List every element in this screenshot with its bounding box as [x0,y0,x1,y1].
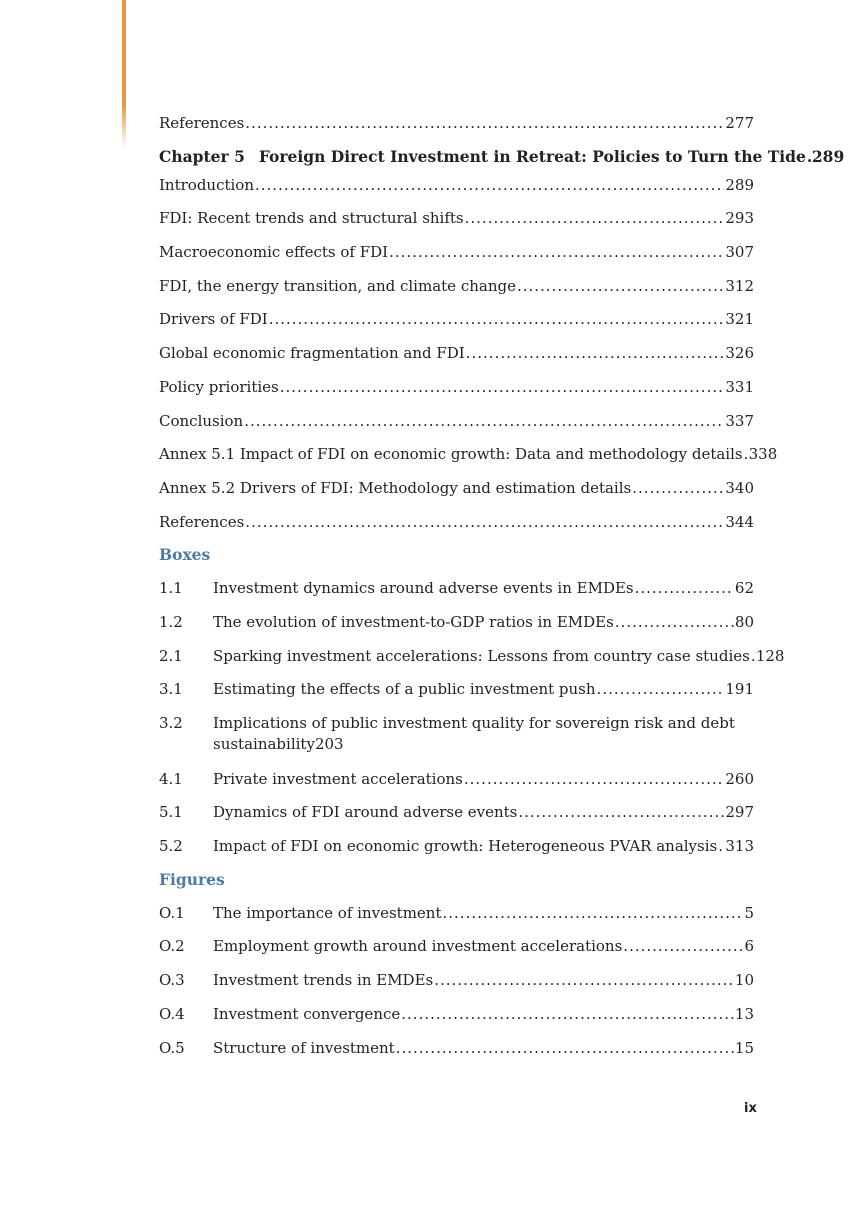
dot-leader [245,113,724,133]
box-entry[interactable]: 4.1 Private investment accelerations ..... 260 [159,769,754,789]
figures-heading: Figures [159,869,225,889]
box-entry[interactable]: 2.1 Sparking investment accelerations: Lessons from country case studies ..... 128 [159,646,754,666]
dot-leader [255,175,724,195]
dot-leader [623,936,743,956]
toc-entry[interactable]: Annex 5.1 Impact of FDI on economic growth: Data and methodology details ..... 338 [159,444,754,464]
table-of-contents [159,113,845,1071]
boxes-heading: Boxes [159,545,211,565]
figure-entry[interactable]: O.1 The importance of investment ..... 5 [159,903,754,923]
toc-entry[interactable]: Conclusion ..... 337 [159,411,754,431]
dot-leader [615,612,734,632]
toc-entry[interactable]: Macroeconomic effects of FDI ..... 307 [159,242,754,262]
dot-leader [744,444,748,464]
dot-leader [751,646,755,666]
box-entry[interactable]: 3.2 Implications of public investment quality for sovereign risk and debt sustainability 203 [159,714,735,753]
dot-leader [280,377,725,397]
accent-bar [122,0,126,148]
dot-leader [396,1038,734,1058]
dot-leader [597,679,725,699]
box-entry[interactable]: 5.2 Impact of FDI on economic growth: Heterogeneous PVAR analysis ..... 313 [159,836,754,856]
dot-leader [244,411,724,431]
dot-leader [635,578,734,598]
dot-leader [466,343,725,363]
toc-entry[interactable]: Drivers of FDI ..... 321 [159,309,754,329]
dot-leader [389,242,724,262]
dot-leader [465,208,725,228]
toc-entry[interactable]: References ..... 344 [159,512,754,532]
box-entry[interactable]: 3.1 Estimating the effects of a public investment push ..... 191 [159,679,754,699]
box-entry[interactable]: 1.2 The evolution of investment-to-GDP ratios in EMDEs ..... 80 [159,612,754,632]
dot-leader [807,147,811,167]
toc-entry[interactable]: FDI: Recent trends and structural shifts ..... 293 [159,208,754,228]
figure-entry[interactable]: O.4 Investment convergence ..... 13 [159,1004,754,1024]
box-entry[interactable]: 5.1 Dynamics of FDI around adverse events ..... 297 [159,802,754,822]
dot-leader [517,276,724,296]
dot-leader [718,836,724,856]
figure-entry[interactable]: O.3 Investment trends in EMDEs ..... 10 [159,970,754,990]
toc-entry[interactable]: Annex 5.2 Drivers of FDI: Methodology and estimation details ..... 340 [159,478,754,498]
dot-leader [632,478,724,498]
toc-entry[interactable]: Introduction ..... 289 [159,175,754,195]
dot-leader [245,512,724,532]
figure-entry[interactable]: O.5 Structure of investment ..... 15 [159,1038,754,1058]
dot-leader [434,970,734,990]
dot-leader [401,1004,734,1024]
dot-leader [269,309,725,329]
page-number: ix [744,1101,757,1116]
dot-leader [464,769,724,789]
toc-entry-references-ch4[interactable]: References ..... 277 [159,113,754,133]
chapter-heading[interactable]: Chapter 5 Foreign Direct Investment in Retreat: Policies to Turn the Tide ..... 289 [159,147,754,167]
dot-leader [518,802,724,822]
toc-entry[interactable]: Global economic fragmentation and FDI ..... 326 [159,343,754,363]
dot-leader [443,903,744,923]
toc-entry[interactable]: FDI, the energy transition, and climate change ..... 312 [159,276,754,296]
toc-entry[interactable]: Policy priorities ..... 331 [159,377,754,397]
box-entry[interactable]: 1.1 Investment dynamics around adverse events in EMDEs ..... 62 [159,578,754,598]
figure-entry[interactable]: O.2 Employment growth around investment accelerations ..... 6 [159,936,754,956]
